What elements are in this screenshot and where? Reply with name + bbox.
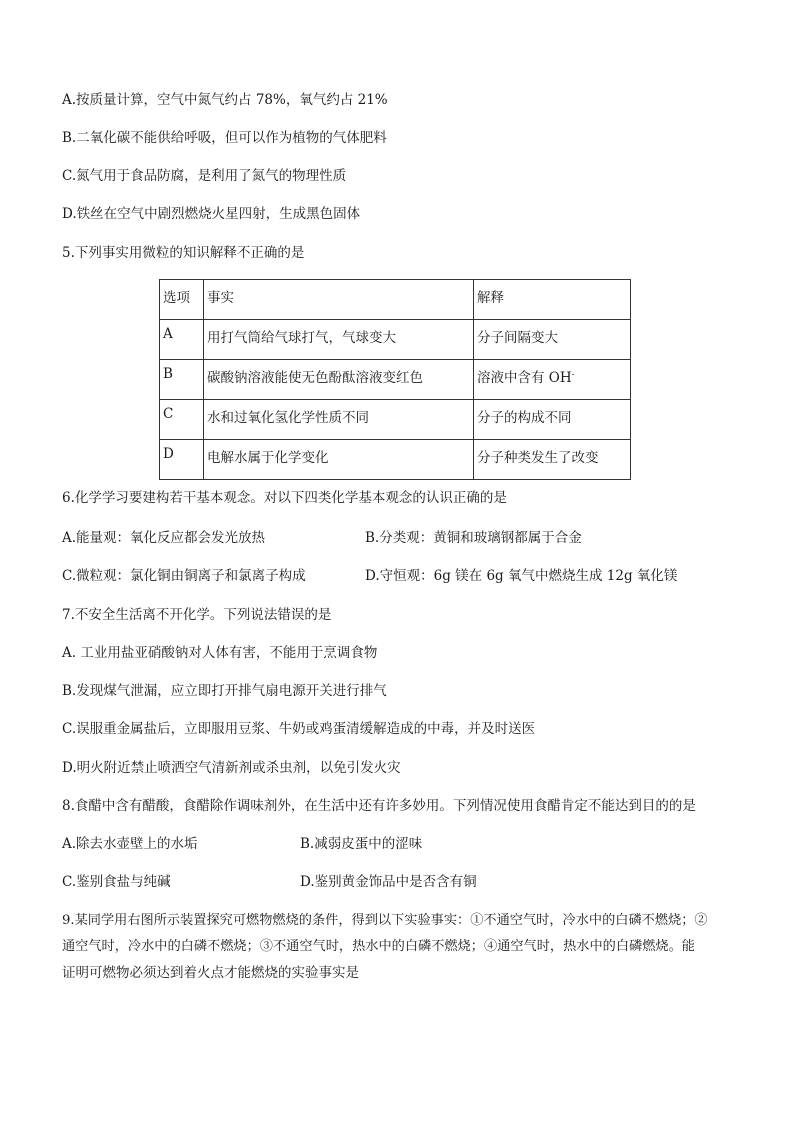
q6-option-d: D.守恒观：6g 镁在 6g 氧气中燃烧生成 12g 氧化镁 bbox=[365, 568, 678, 584]
q7-option-d: D.明火附近禁止喷洒空气清新剂或杀虫剂，以免引发火灾 bbox=[62, 760, 401, 776]
q4-option-d: D.铁丝在空气中剧烈燃烧火星四射，生成黑色固体 bbox=[62, 206, 361, 222]
q9-line-3: 证明可燃物必须达到着火点才能燃烧的实验事实是 bbox=[62, 965, 359, 981]
ion-text: 溶液中含有 OH bbox=[477, 370, 572, 386]
q6-option-b: B.分类观：黄铜和玻璃钢都属于合金 bbox=[365, 530, 582, 546]
table-header-cell: 事实 bbox=[204, 280, 474, 320]
table-cell bbox=[474, 360, 631, 400]
q4-option-a: A.按质量计算，空气中氮气约占 78%，氧气约占 21% bbox=[62, 92, 388, 108]
q9-line-1: 9.某同学用右图所示装置探究可燃物燃烧的条件，得到以下实验事实：①不通空气时，冷水中的白磷不燃烧；② bbox=[62, 913, 708, 928]
table-cell: D bbox=[160, 440, 204, 480]
table-cell: A bbox=[160, 320, 204, 360]
table-cell: 水和过氧化氢化学性质不同 bbox=[204, 400, 474, 440]
table-header-cell: 选项 bbox=[160, 280, 204, 320]
table-row bbox=[160, 400, 631, 440]
q9-line-2: 通空气时，冷水中的白磷不燃烧；③不通空气时，热水中的白磷不燃烧；④通空气时，热水中的白磷燃烧。能 bbox=[62, 939, 695, 954]
q7-option-b: B.发现煤气泄漏，应立即打开排气扇电源开关进行排气 bbox=[62, 683, 387, 699]
table-row bbox=[160, 320, 631, 360]
q7-stem: 7.不安全生活离不开化学。下列说法错误的是 bbox=[62, 607, 332, 623]
q5-table bbox=[159, 279, 631, 480]
table-cell: 分子的构成不同 bbox=[474, 400, 631, 440]
q6-option-c: C.微粒观：氯化铜由铜离子和氯离子构成 bbox=[62, 568, 306, 584]
q4-option-c: C.氮气用于食品防腐，是利用了氮气的物理性质 bbox=[62, 168, 347, 184]
table-row bbox=[160, 360, 631, 400]
q4-option-b: B.二氧化碳不能供给呼吸，但可以作为植物的气体肥料 bbox=[62, 130, 387, 146]
q7-option-c: C.误服重金属盐后，立即服用豆浆、牛奶或鸡蛋清缓解造成的中毒，并及时送医 bbox=[62, 721, 536, 737]
q8-option-b: B.减弱皮蛋中的涩味 bbox=[300, 836, 423, 852]
q6-option-a: A.能量观：氧化反应都会发光放热 bbox=[62, 530, 266, 546]
table-header-row bbox=[160, 280, 631, 320]
table-cell: C bbox=[160, 400, 204, 440]
ion-charge: - bbox=[571, 369, 575, 379]
table-cell: 碳酸钠溶液能使无色酚酞溶液变红色 bbox=[204, 360, 474, 400]
q8-option-c: C.鉴别食盐与纯碱 bbox=[62, 874, 171, 890]
q8-option-a: A.除去水壶壁上的水垢 bbox=[62, 836, 198, 852]
q7-option-a: A. 工业用盐亚硝酸钠对人体有害，不能用于烹调食物 bbox=[62, 645, 378, 661]
table-cell: B bbox=[160, 360, 204, 400]
q6-stem: 6.化学学习要建构若干基本观念。对以下四类化学基本观念的认识正确的是 bbox=[62, 490, 507, 506]
table-cell: 电解水属于化学变化 bbox=[204, 440, 474, 480]
table-header-cell: 解释 bbox=[474, 280, 631, 320]
table-cell: 用打气筒给气球打气，气球变大 bbox=[204, 320, 474, 360]
q8-option-d: D.鉴别黄金饰品中是否含有铜 bbox=[300, 874, 477, 890]
table-cell: 分子种类发生了改变 bbox=[474, 440, 631, 480]
q8-stem: 8.食醋中含有醋酸，食醋除作调味剂外，在生活中还有许多妙用。下列情况使用食醋肯定不能达到目的的是 bbox=[62, 798, 696, 814]
table-row bbox=[160, 440, 631, 480]
table-cell: 分子间隔变大 bbox=[474, 320, 631, 360]
q5-stem: 5.下列事实用微粒的知识解释不正确的是 bbox=[62, 245, 305, 261]
